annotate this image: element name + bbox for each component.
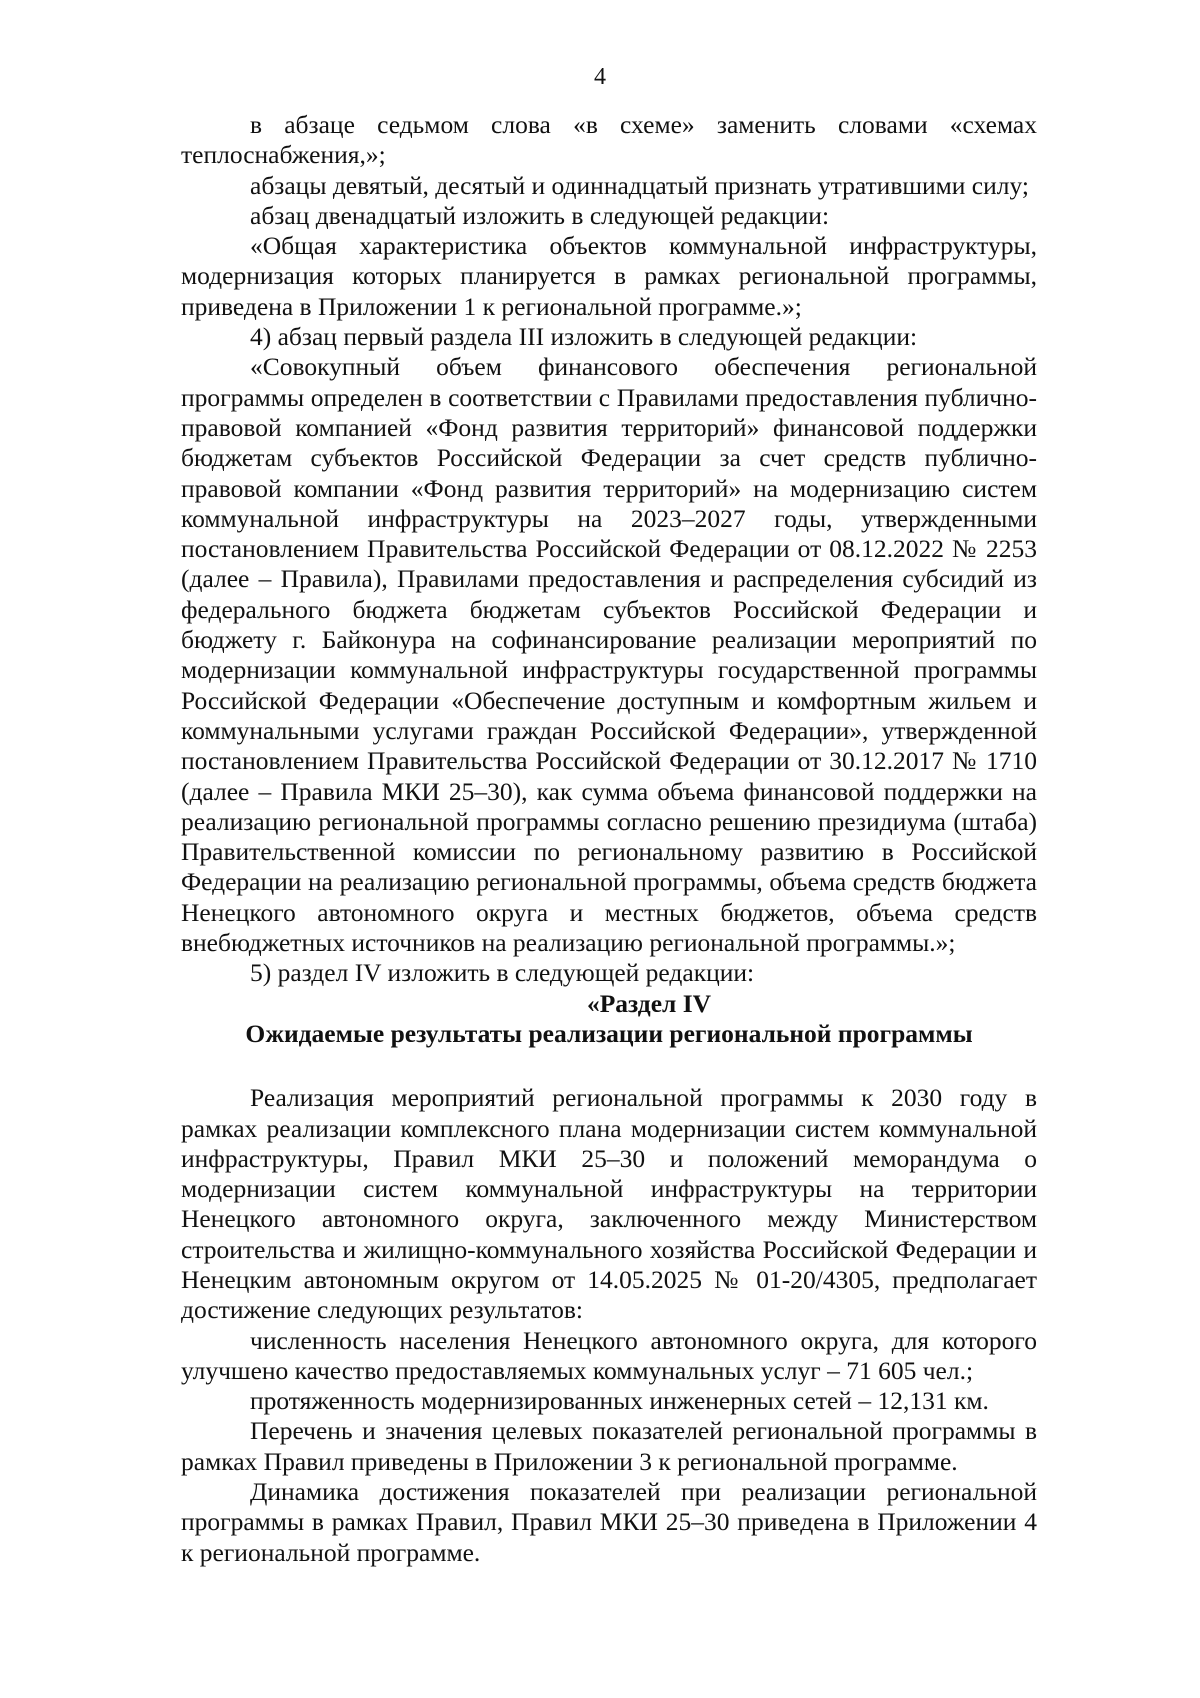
page-number: 4: [594, 64, 606, 90]
paragraph-general-characteristics: «Общая характеристика объектов коммунальной инфраструктуры, модернизация которых планируется в рамках региональной программы, приведена в Приложении 1 к региональной программе.»;: [181, 231, 1037, 321]
paragraph-amend-9-10-11: абзацы девятый, десятый и одиннадцатый признать утратившими силу;: [250, 170, 1029, 200]
section-title: Ожидаемые результаты реализации региональной программы: [245, 1018, 973, 1048]
document-body: [181, 110, 1037, 1568]
section-label: «Раздел IV: [586, 988, 712, 1018]
paragraph-amend-7th: в абзаце седьмом слова «в схеме» заменить словами «схемах теплоснабжения,»;: [181, 110, 1037, 170]
paragraph-item-5: 5) раздел IV изложить в следующей редакции:: [250, 958, 755, 988]
paragraph-item-4: 4) абзац первый раздела III изложить в следующей редакции:: [250, 322, 918, 352]
paragraph-results-intro: Реализация мероприятий региональной программы к 2030 году в рамках реализации комплексного плана модернизации систем коммунальной инфраструктуры, Правил МКИ 25–30 и положений меморандума о модернизации систем коммунальной инфраструктуры на территории Ненецкого автономного округа, заключенного между Министерством строительства и жилищно-коммунального хозяйства Российской Федерации и Ненецким автономным округом от 14.05.2025 № 01-20/4305, предполагает достижение следующих результатов:: [181, 1083, 1037, 1325]
paragraph-result-population: численность населения Ненецкого автономного округа, для которого улучшено качество предоставляемых коммунальных услуг – 71 605 чел.;: [181, 1325, 1037, 1385]
paragraph-indicators-list: Перечень и значения целевых показателей региональной программы в рамках Правил приведены в Приложении 3 к региональной программе.: [181, 1416, 1037, 1476]
section-spacer: [181, 1049, 1037, 1083]
paragraph-financing: «Совокупный объем финансового обеспечения региональной программы определен в соответствии с Правилами предоставления публично-правовой компанией «Фонд развития территорий» финансовой поддержки бюджетам субъектов Российской Федерации за счет средств публично-правовой компании «Фонд развития территорий» на модернизацию систем коммунальной инфраструктуры на 2023–2027 годы, утвержденными постановлением Правительства Российской Федерации от 08.12.2022 № 2253 (далее – Правила), Правилами предоставления и распределения субсидий из федерального бюджета бюджетам субъектов Российской Федерации и бюджету г. Байконура на софинансирование реализации мероприятий по модернизации коммунальной инфраструктуры государственной программы Российской Федерации «Обеспечение доступным и комфортным жильем и коммунальными услугами граждан Российской Федерации», утвержденной постановлением Правительства Российской Федерации от 30.12.2017 № 1710 (далее – Правила МКИ 25–30), как сумма объема финансовой поддержки на реализацию региональной программы согласно решению президиума (штаба) Правительственной комиссии по региональному развитию в Российской Федерации на реализацию региональной программы, объема средств бюджета Ненецкого автономного округа и местных бюджетов, объема средств внебюджетных источников на реализацию региональной программы.»;: [181, 352, 1037, 958]
paragraph-amend-12th: абзац двенадцатый изложить в следующей редакции:: [250, 200, 830, 230]
paragraph-result-networks: протяженность модернизированных инженерных сетей – 12,131 км.: [250, 1386, 989, 1416]
paragraph-indicators-dynamics: Динамика достижения показателей при реализации региональной программы в рамках Правил, Правил МКИ 25–30 приведена в Приложении 4 к региональной программе.: [181, 1477, 1037, 1567]
